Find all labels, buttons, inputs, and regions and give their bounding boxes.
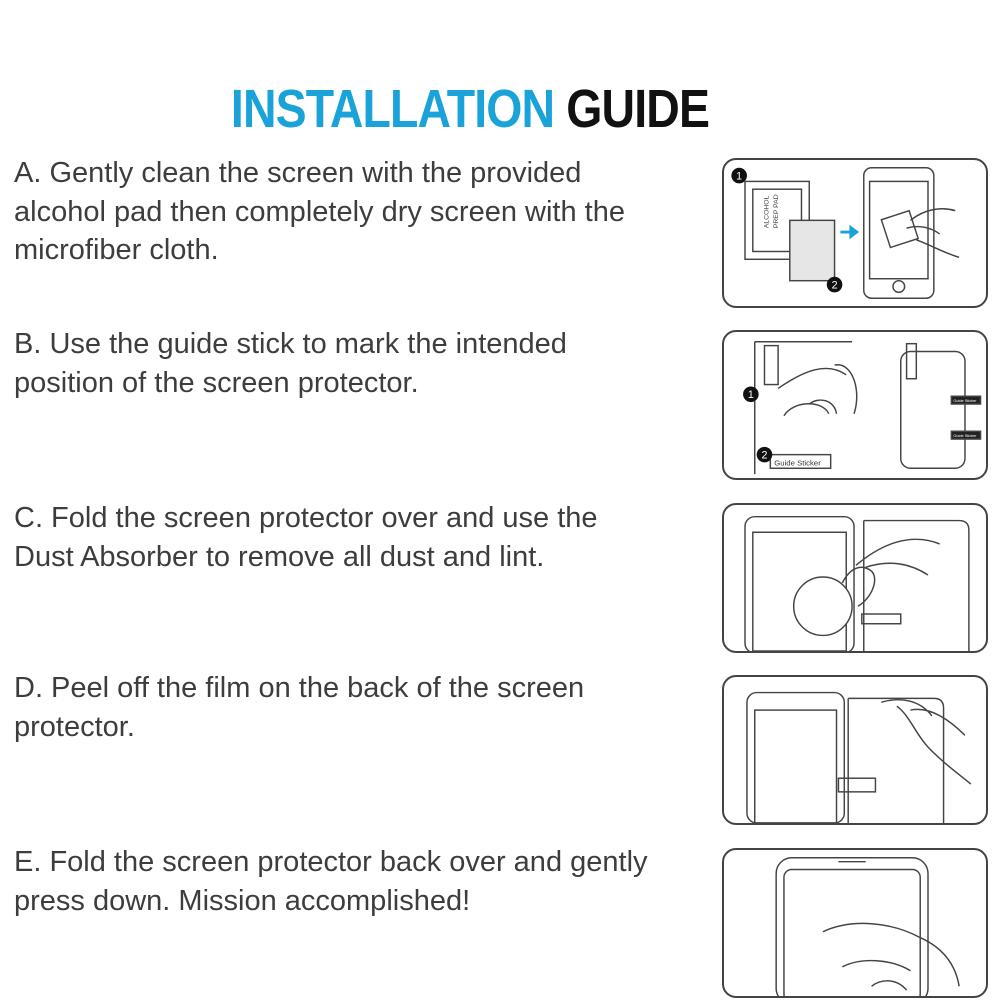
step-e-drawing <box>724 850 986 996</box>
step-b-illustration <box>722 330 988 480</box>
title-rest: GUIDE <box>566 79 710 139</box>
step-a-illustration <box>722 158 988 308</box>
marker-2: 2 <box>831 279 838 292</box>
guide-sticker-label: Guide Sticker <box>774 458 821 468</box>
b-marker-2: 2 <box>761 449 768 462</box>
side-label-2: Guide Sticker <box>953 433 977 439</box>
step-d-drawing <box>724 677 986 823</box>
step-c-illustration <box>722 503 988 653</box>
step-a-text: A. Gently clean the screen with the provided alcohol pad then completely dry screen with the microfiber cloth. <box>14 157 625 266</box>
title-accent: INSTALLATION <box>230 79 555 139</box>
b-marker-1: 1 <box>747 389 754 402</box>
side-label-1: Guide Sticker <box>953 398 977 404</box>
step-d-illustration <box>722 675 988 825</box>
step-a-drawing <box>724 160 986 306</box>
pad-label-1: ALCOHOL <box>763 195 771 229</box>
marker-1: 1 <box>736 170 743 183</box>
page-title <box>66 78 874 140</box>
pad-label-2: PREP PAD <box>773 194 781 229</box>
step-c-drawing <box>724 505 986 651</box>
step-c-text: C. Fold the screen protector over and use the Dust Absorber to remove all dust and lint. <box>14 502 598 573</box>
step-b-drawing <box>724 332 986 478</box>
step-e-text: E. Fold the screen protector back over and gently press down. Mission accomplished! <box>14 846 648 917</box>
step-e-illustration <box>722 848 988 998</box>
step-b-text: B. Use the guide stick to mark the intended position of the screen protector. <box>14 328 567 399</box>
step-d-text: D. Peel off the film on the back of the screen protector. <box>14 672 585 743</box>
